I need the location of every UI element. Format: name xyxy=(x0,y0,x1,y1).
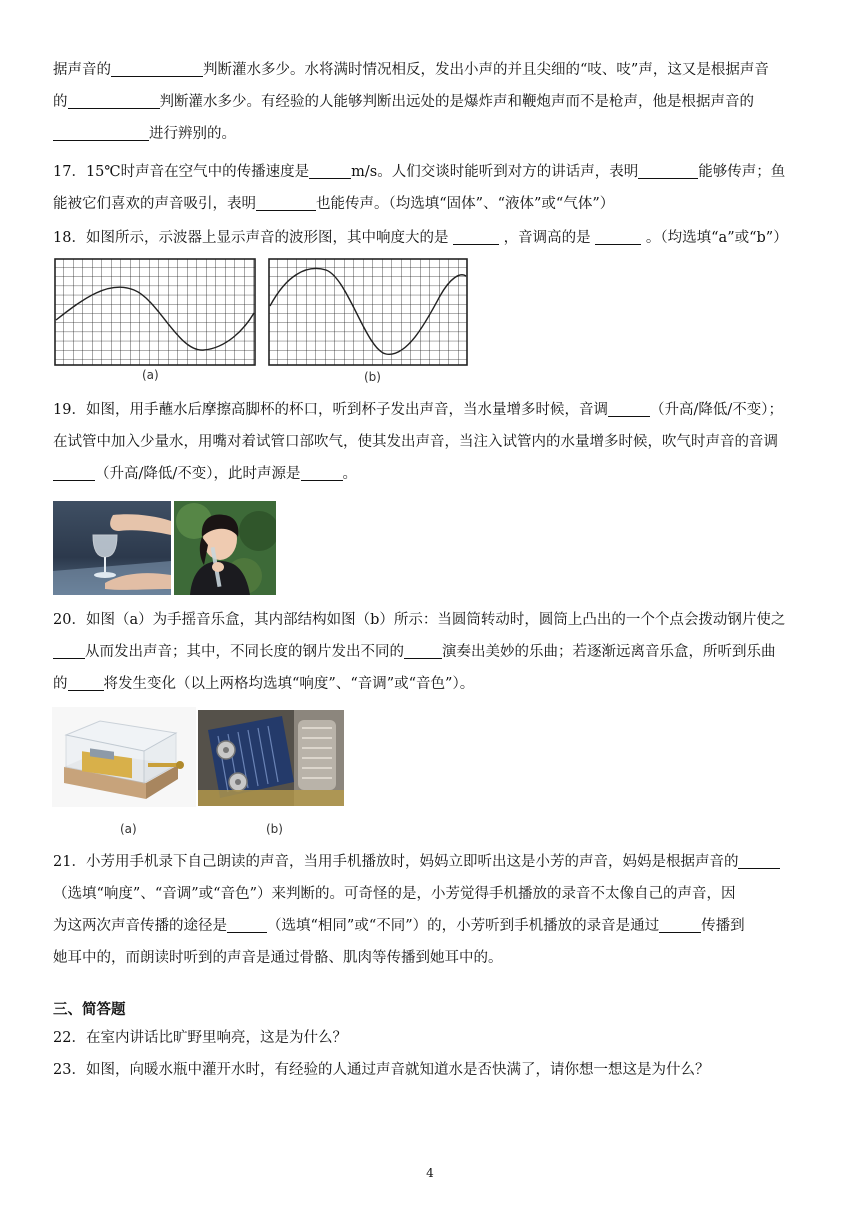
answer-blank[interactable] xyxy=(738,850,780,869)
caption-b: (b) xyxy=(266,822,283,836)
question-21-line-1: 21．小芳用手机录下自己朗读的声音，当用手机播放时，妈妈立即听出这是小芳的声音，妈妈是根据声音的 xyxy=(53,846,813,878)
answer-blank[interactable] xyxy=(53,462,95,481)
question-19-line-2: 在试管中加入少量水，用嘴对着试管口部吹气，使其发出声音，当注入试管内的水量增多时候，吹气时声音的音调 xyxy=(53,434,778,450)
answer-blank[interactable] xyxy=(53,640,85,659)
answer-blank[interactable] xyxy=(301,462,343,481)
answer-blank[interactable] xyxy=(638,160,698,179)
music-box-photo xyxy=(52,707,196,807)
question-19-line-1: 19．如图，用手蘸水后摩擦高脚杯的杯口，听到杯子发出声音，当水量增多时候，音调 （升高/降低/不变）； xyxy=(53,394,813,426)
music-box-mechanism-photo xyxy=(198,710,344,806)
answer-blank[interactable] xyxy=(53,122,149,141)
q16-line-3: 进行辨别的。 xyxy=(53,118,813,150)
answer-blank[interactable] xyxy=(404,640,442,659)
caption-a: (a) xyxy=(120,822,137,836)
section-heading: 三、简答题 xyxy=(53,1002,126,1018)
answer-blank[interactable] xyxy=(608,398,650,417)
question-23: 23．如图，向暖水瓶中灌开水时，有经验的人通过声音就知道水是否快满了，请你想一想这是为什么？ xyxy=(53,1062,710,1078)
answer-blank[interactable] xyxy=(595,226,641,245)
question-21-line-2: （选填“响度”、“音调”或“音色”）来判断的。可奇怪的是，小芳觉得手机播放的录音不太像自己的声音，因 xyxy=(53,886,736,902)
question-17-line-1: 17．15℃时声音在空气中的传播速度是 m/s。人们交谈时能听到对方的讲话声，表明 能够传声；鱼 xyxy=(53,156,813,188)
question-19-line-3: （升高/降低/不变），此时声源是 。 xyxy=(53,458,813,490)
answer-blank[interactable] xyxy=(453,226,499,245)
answer-blank[interactable] xyxy=(659,914,701,933)
question-20-line-3: 的 将发生变化（以上两格均选填“响度”、“音调”或“音色”）。 xyxy=(53,668,813,700)
wine-glass-photo xyxy=(53,501,171,595)
answer-blank[interactable] xyxy=(256,192,316,211)
answer-blank[interactable] xyxy=(68,90,160,109)
question-20-line-1: 20．如图（a）为手摇音乐盒，其内部结构如图（b）所示：当圆筒转动时，圆筒上凸出的一个个点会拨动钢片使之 xyxy=(53,612,786,628)
question-20-line-2: 从而发出声音；其中，不同长度的钢片发出不同的 演奏出美妙的乐曲；若逐渐远离音乐盒，所听到乐曲 xyxy=(53,636,813,668)
question-22: 22．在室内讲话比旷野里响亮，这是为什么？ xyxy=(53,1030,347,1046)
q16-line-1: 据声音的 判断灌水多少。水将满时情况相反，发出小声的并且尖细的“吱、吱”声，这又是根据声音 xyxy=(53,54,813,86)
q16-line-2: 的 判断灌水多少。有经验的人能够判断出远处的是爆炸声和鞭炮声而不是枪声，他是根据声音的 xyxy=(53,86,813,118)
answer-blank[interactable] xyxy=(309,160,351,179)
oscilloscope-a-figure xyxy=(54,258,256,366)
question-18: 18．如图所示，示波器上显示声音的波形图，其中响度大的是 ，音调高的是 。（均选填“a”或“b”） xyxy=(53,222,813,254)
caption-a: (a) xyxy=(142,368,159,382)
question-21-line-4: 她耳中的，而朗读时听到的声音是通过骨骼、肌肉等传播到她耳中的。 xyxy=(53,950,503,966)
question-17-line-2: 能被它们喜欢的声音吸引，表明 也能传声。（均选填“固体”、“液体”或“气体”） xyxy=(53,188,813,220)
caption-b: (b) xyxy=(364,370,381,384)
oscilloscope-b-figure xyxy=(268,258,468,366)
question-21-line-3: 为这两次声音传播的途径是 （选填“相同”或“不同”）的，小芳听到手机播放的录音是通过 传播到 xyxy=(53,910,813,942)
answer-blank[interactable] xyxy=(68,672,104,691)
answer-blank[interactable] xyxy=(111,58,203,77)
page-number: 4 xyxy=(426,1166,434,1180)
girl-blowing-tube-photo xyxy=(174,501,276,595)
answer-blank[interactable] xyxy=(227,914,267,933)
